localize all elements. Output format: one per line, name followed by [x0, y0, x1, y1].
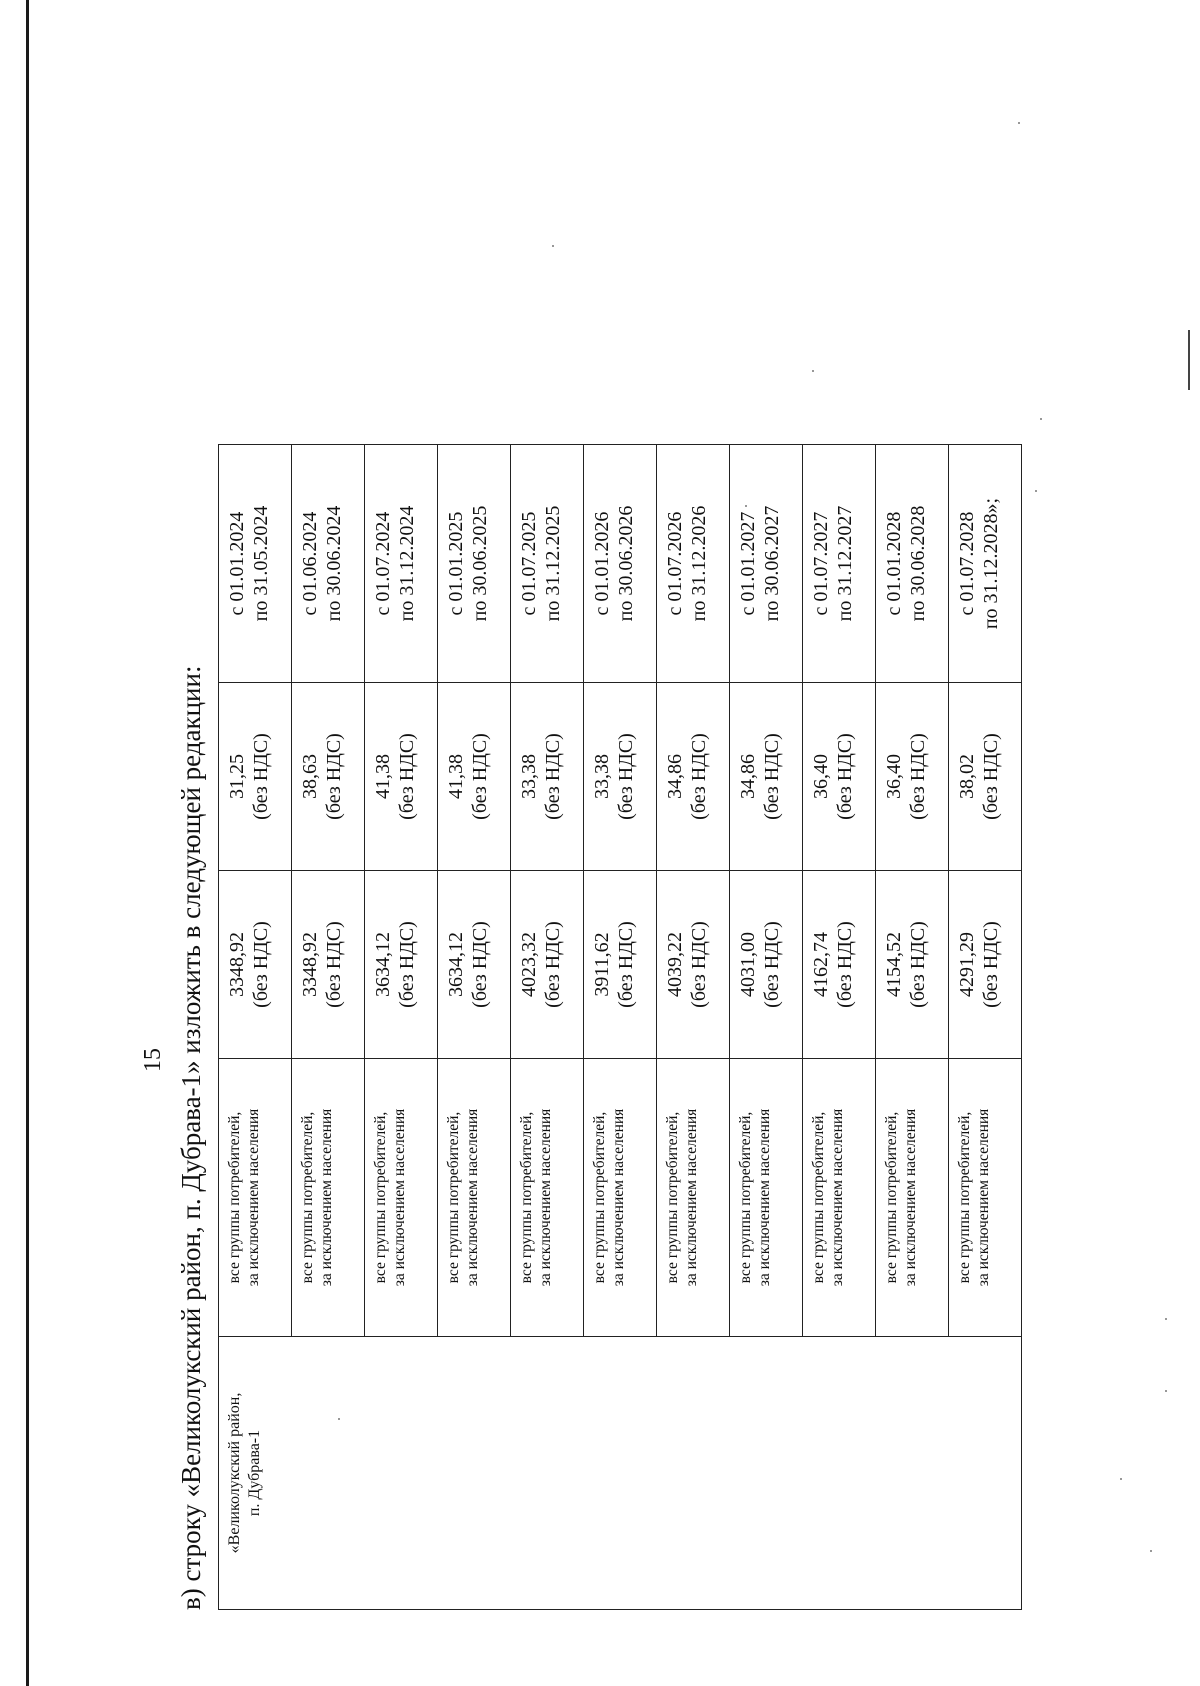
tariff-rub-cell-line: 4162,74: [810, 932, 832, 997]
period-cell-line: с 01.01.2028: [883, 511, 905, 616]
tariff-rub-cell: [949, 871, 1022, 1059]
tariff-second-cell: [584, 683, 657, 871]
scan-border-left: [26, 0, 29, 1686]
consumer-group-cell-line: все группы потребителей,: [810, 1111, 827, 1284]
scan-speck: [1040, 418, 1042, 420]
consumer-group-cell: [219, 1059, 292, 1337]
tariff-rub-cell-line: (без НДС): [323, 921, 345, 1008]
period-cell-line: с 01.07.2025: [518, 511, 540, 616]
tariff-second-cell-line: (без НДС): [250, 733, 272, 820]
consumer-group-cell: [438, 1059, 511, 1337]
tariff-second-cell-line: 41,38: [372, 754, 394, 799]
period-cell-line: по 31.05.2024: [250, 505, 272, 622]
scan-speck: [1018, 122, 1020, 124]
consumer-group-cell-line: все группы потребителей,: [299, 1111, 316, 1284]
tariff-rub-cell: [803, 871, 876, 1059]
period-cell: [730, 445, 803, 683]
period-cell-line: по 30.06.2026: [615, 505, 637, 622]
tariff-rub-cell-line: 3348,92: [299, 932, 321, 997]
consumer-group-cell-line: за исключением населения: [756, 1108, 773, 1287]
tariff-rub-cell: [584, 871, 657, 1059]
period-cell: [657, 445, 730, 683]
tariff-second-cell-line: (без НДС): [761, 733, 783, 820]
scan-speck: [1035, 490, 1037, 492]
tariff-rub-cell: [876, 871, 949, 1059]
scan-border-right: [1188, 330, 1190, 390]
region-name-line: п. Дубрава-1: [246, 1429, 263, 1517]
tariff-rub-cell-line: 4039,22: [664, 932, 686, 997]
consumer-group-cell: [949, 1059, 1022, 1337]
consumer-group-cell-line: за исключением населения: [537, 1108, 554, 1287]
tariff-rub-cell-line: (без НДС): [907, 921, 929, 1008]
tariff-rub-cell-line: (без НДС): [688, 921, 710, 1008]
period-cell: [511, 445, 584, 683]
consumer-group-cell: [876, 1059, 949, 1337]
consumer-group-cell: [365, 1059, 438, 1337]
tariff-second-cell: [949, 683, 1022, 871]
period-cell-line: по 31.12.2024: [396, 505, 418, 622]
scan-speck: [1120, 1478, 1122, 1480]
consumer-group-cell-line: все группы потребителей,: [518, 1111, 535, 1284]
consumer-group-cell-line: за исключением населения: [391, 1108, 408, 1287]
period-cell: [803, 445, 876, 683]
consumer-group-cell-line: за исключением населения: [464, 1108, 481, 1287]
tariff-second-cell-line: (без НДС): [907, 733, 929, 820]
consumer-group-cell-line: за исключением населения: [318, 1108, 335, 1287]
consumer-group-cell-line: за исключением населения: [683, 1108, 700, 1287]
tariff-rub-cell-line: (без НДС): [615, 921, 637, 1008]
page-number: 15: [140, 1048, 166, 1072]
consumer-group-cell-line: все группы потребителей,: [445, 1111, 462, 1284]
tariff-rub-cell: [511, 871, 584, 1059]
tariff-rub-cell-line: 3348,92: [226, 932, 248, 997]
consumer-group-cell-line: все группы потребителей,: [591, 1111, 608, 1284]
period-cell-line: с 01.07.2028: [956, 511, 978, 616]
tariff-table: [218, 444, 1022, 1610]
tariff-second-cell-line: (без НДС): [396, 733, 418, 820]
period-cell-line: по 31.12.2028»;: [980, 497, 1002, 630]
tariff-second-cell-line: (без НДС): [688, 733, 710, 820]
consumer-group-cell: [803, 1059, 876, 1337]
tariff-rub-cell-line: 4031,00: [737, 932, 759, 997]
tariff-rub-cell: [292, 871, 365, 1059]
tariff-second-cell: [219, 683, 292, 871]
consumer-group-cell-line: за исключением населения: [975, 1108, 992, 1287]
tariff-second-cell: [292, 683, 365, 871]
tariff-second-cell-line: 41,38: [445, 754, 467, 799]
consumer-group-cell: [730, 1059, 803, 1337]
tariff-rub-cell-line: (без НДС): [834, 921, 856, 1008]
tariff-second-cell: [803, 683, 876, 871]
tariff-rub-cell-line: 3634,12: [372, 932, 394, 997]
tariff-rub-cell-line: 4154,52: [883, 932, 905, 997]
tariff-rub-cell-line: (без НДС): [980, 921, 1002, 1008]
consumer-group-cell-line: все группы потребителей,: [226, 1111, 243, 1284]
tariff-second-cell-line: 38,63: [299, 754, 321, 799]
scan-speck: [1150, 1550, 1152, 1552]
period-cell-line: по 31.12.2025: [542, 505, 564, 622]
scan-speck: [1165, 1390, 1167, 1392]
rotated-page-content: [140, 497, 1020, 1610]
tariff-rub-cell: [219, 871, 292, 1059]
period-cell-line: по 30.06.2025: [469, 505, 491, 622]
scan-speck: [812, 370, 814, 372]
tariff-rub-cell-line: (без НДС): [761, 921, 783, 1008]
period-cell-line: с 01.01.2026: [591, 511, 613, 616]
scan-speck: [552, 245, 554, 247]
period-cell-line: с 01.06.2024: [299, 511, 321, 616]
period-cell: [438, 445, 511, 683]
tariff-second-cell: [365, 683, 438, 871]
period-cell-line: с 01.07.2024: [372, 511, 394, 616]
period-cell: [219, 445, 292, 683]
period-cell-line: по 31.12.2027: [834, 505, 856, 622]
tariff-second-cell: [876, 683, 949, 871]
period-cell: [584, 445, 657, 683]
tariff-second-cell: [438, 683, 511, 871]
consumer-group-cell: [511, 1059, 584, 1337]
period-cell-line: с 01.01.2024: [226, 511, 248, 616]
period-cell-line: по 30.06.2027: [761, 505, 783, 622]
consumer-group-cell-line: все группы потребителей,: [664, 1111, 681, 1284]
tariff-rub-cell: [657, 871, 730, 1059]
section-heading: в) строку «Великолукский район, п. Дубрава-1» изложить в следующей редакции:: [176, 665, 206, 1610]
tariff-second-cell-line: 34,86: [664, 754, 686, 799]
tariff-second-cell-line: 38,02: [956, 754, 978, 799]
tariff-second-cell: [511, 683, 584, 871]
scan-speck: [1165, 1318, 1167, 1320]
consumer-group-cell-line: за исключением населения: [245, 1108, 262, 1287]
tariff-second-cell-line: 34,86: [737, 754, 759, 799]
tariff-second-cell-line: (без НДС): [615, 733, 637, 820]
period-cell-line: по 31.12.2026: [688, 505, 710, 622]
tariff-second-cell: [730, 683, 803, 871]
period-cell-line: с 01.07.2026: [664, 511, 686, 616]
consumer-group-cell-line: все группы потребителей,: [372, 1111, 389, 1284]
region-name-line: «Великолукский район,: [226, 1392, 243, 1554]
consumer-group-cell-line: все группы потребителей,: [956, 1111, 973, 1284]
period-cell: [876, 445, 949, 683]
consumer-group-cell-line: за исключением населения: [902, 1108, 919, 1287]
tariff-second-cell-line: (без НДС): [980, 733, 1002, 820]
tariff-second-cell-line: 36,40: [810, 754, 832, 799]
tariff-second-cell-line: 36,40: [883, 754, 905, 799]
tariff-rub-cell-line: (без НДС): [542, 921, 564, 1008]
consumer-group-cell-line: все группы потребителей,: [737, 1111, 754, 1284]
consumer-group-cell-line: за исключением населения: [829, 1108, 846, 1287]
period-cell-line: с 01.01.2027: [737, 511, 759, 616]
period-cell-line: по 30.06.2024: [323, 505, 345, 622]
tariff-rub-cell-line: 4291,29: [956, 932, 978, 997]
period-cell-line: с 01.07.2027: [810, 511, 832, 616]
tariff-rub-cell-line: (без НДС): [396, 921, 418, 1008]
tariff-rub-cell-line: 4023,32: [518, 932, 540, 997]
tariff-second-cell-line: 31,25: [226, 754, 248, 799]
tariff-second-cell-line: 33,38: [518, 754, 540, 799]
tariff-rub-cell: [365, 871, 438, 1059]
tariff-second-cell-line: (без НДС): [469, 733, 491, 820]
tariff-second-cell: [657, 683, 730, 871]
tariff-rub-cell-line: (без НДС): [469, 921, 491, 1008]
tariff-second-cell-line: 33,38: [591, 754, 613, 799]
region-cell: [219, 1337, 1022, 1610]
consumer-group-cell: [657, 1059, 730, 1337]
period-cell-line: по 30.06.2028: [907, 505, 929, 622]
period-cell-line: с 01.01.2025: [445, 511, 467, 616]
period-cell: [365, 445, 438, 683]
table-row: [219, 445, 292, 1610]
tariff-rub-cell-line: 3634,12: [445, 932, 467, 997]
consumer-group-cell: [584, 1059, 657, 1337]
tariff-second-cell-line: (без НДС): [542, 733, 564, 820]
tariff-second-cell-line: (без НДС): [834, 733, 856, 820]
tariff-second-cell-line: (без НДС): [323, 733, 345, 820]
tariff-rub-cell-line: (без НДС): [250, 921, 272, 1008]
consumer-group-cell-line: все группы потребителей,: [883, 1111, 900, 1284]
tariff-rub-cell: [730, 871, 803, 1059]
period-cell: [949, 445, 1022, 683]
tariff-rub-cell-line: 3911,62: [591, 932, 613, 997]
period-cell: [292, 445, 365, 683]
consumer-group-cell-line: за исключением населения: [610, 1108, 627, 1287]
consumer-group-cell: [292, 1059, 365, 1337]
tariff-rub-cell: [438, 871, 511, 1059]
